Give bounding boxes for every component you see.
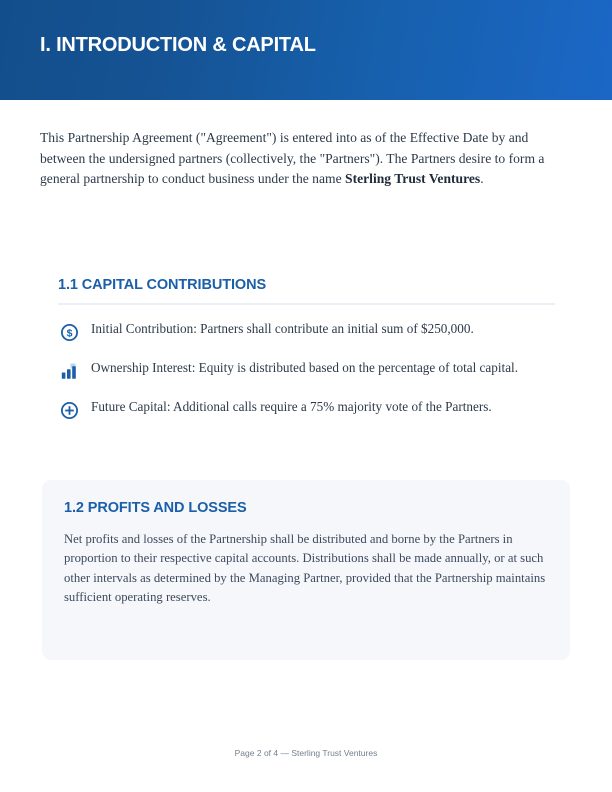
- plus-circle-icon: [58, 399, 80, 421]
- list-item-label: Ownership Interest: Equity is distributed based on the percentage of total capital.: [91, 360, 519, 375]
- page-footer-text: Page 2 of 4 — Sterling Trust Ventures: [234, 748, 378, 758]
- list-item: [58, 398, 558, 421]
- intro-paragraph: [40, 128, 572, 190]
- list-item: [58, 320, 558, 343]
- section-profits-heading: 1.2 PROFITS AND LOSSES: [64, 500, 247, 516]
- dollar-circle-icon: [58, 321, 80, 343]
- intro-block: [40, 128, 572, 190]
- intro-text-tail: .: [480, 171, 484, 187]
- company-name: Sterling Trust Ventures: [345, 171, 481, 187]
- list-item-label: Future Capital: Additional calls require a 75% majority vote of the Partners.: [91, 399, 492, 414]
- list-item: [58, 359, 558, 382]
- section-capital-contributions: [58, 277, 555, 313]
- page-title: I. INTRODUCTION & CAPITAL: [40, 34, 316, 56]
- section-profits-body: Net profits and losses of the Partnership shall be distributed and borne by the Partners in proportion to their respective capital accounts. Distributions shall be made annually, or at such other intervals as determined by the Managing Partner, provided that the Partnership maintains sufficient operating reserves.: [64, 532, 546, 605]
- capital-contributions-list: [58, 320, 558, 437]
- svg-text:$: $: [66, 326, 72, 339]
- section-capital-heading: 1.1 CAPITAL CONTRIBUTIONS: [58, 277, 267, 293]
- bar-chart-icon: [58, 360, 80, 382]
- page-header-banner: [0, 0, 612, 100]
- intro-text-lead: This Partnership Agreement ("Agreement") is entered into as of the Effective Date by and between the undersigned partners (collectively, the "Partners"). The Partners desire to form a general partnership to conduct business under the name: [40, 130, 545, 187]
- list-item-label: Initial Contribution: Partners shall contribute an initial sum of $250,000.: [91, 321, 474, 336]
- section-profits-and-losses-card: [42, 480, 570, 660]
- page-footer: [0, 748, 612, 758]
- section-divider: [58, 303, 555, 305]
